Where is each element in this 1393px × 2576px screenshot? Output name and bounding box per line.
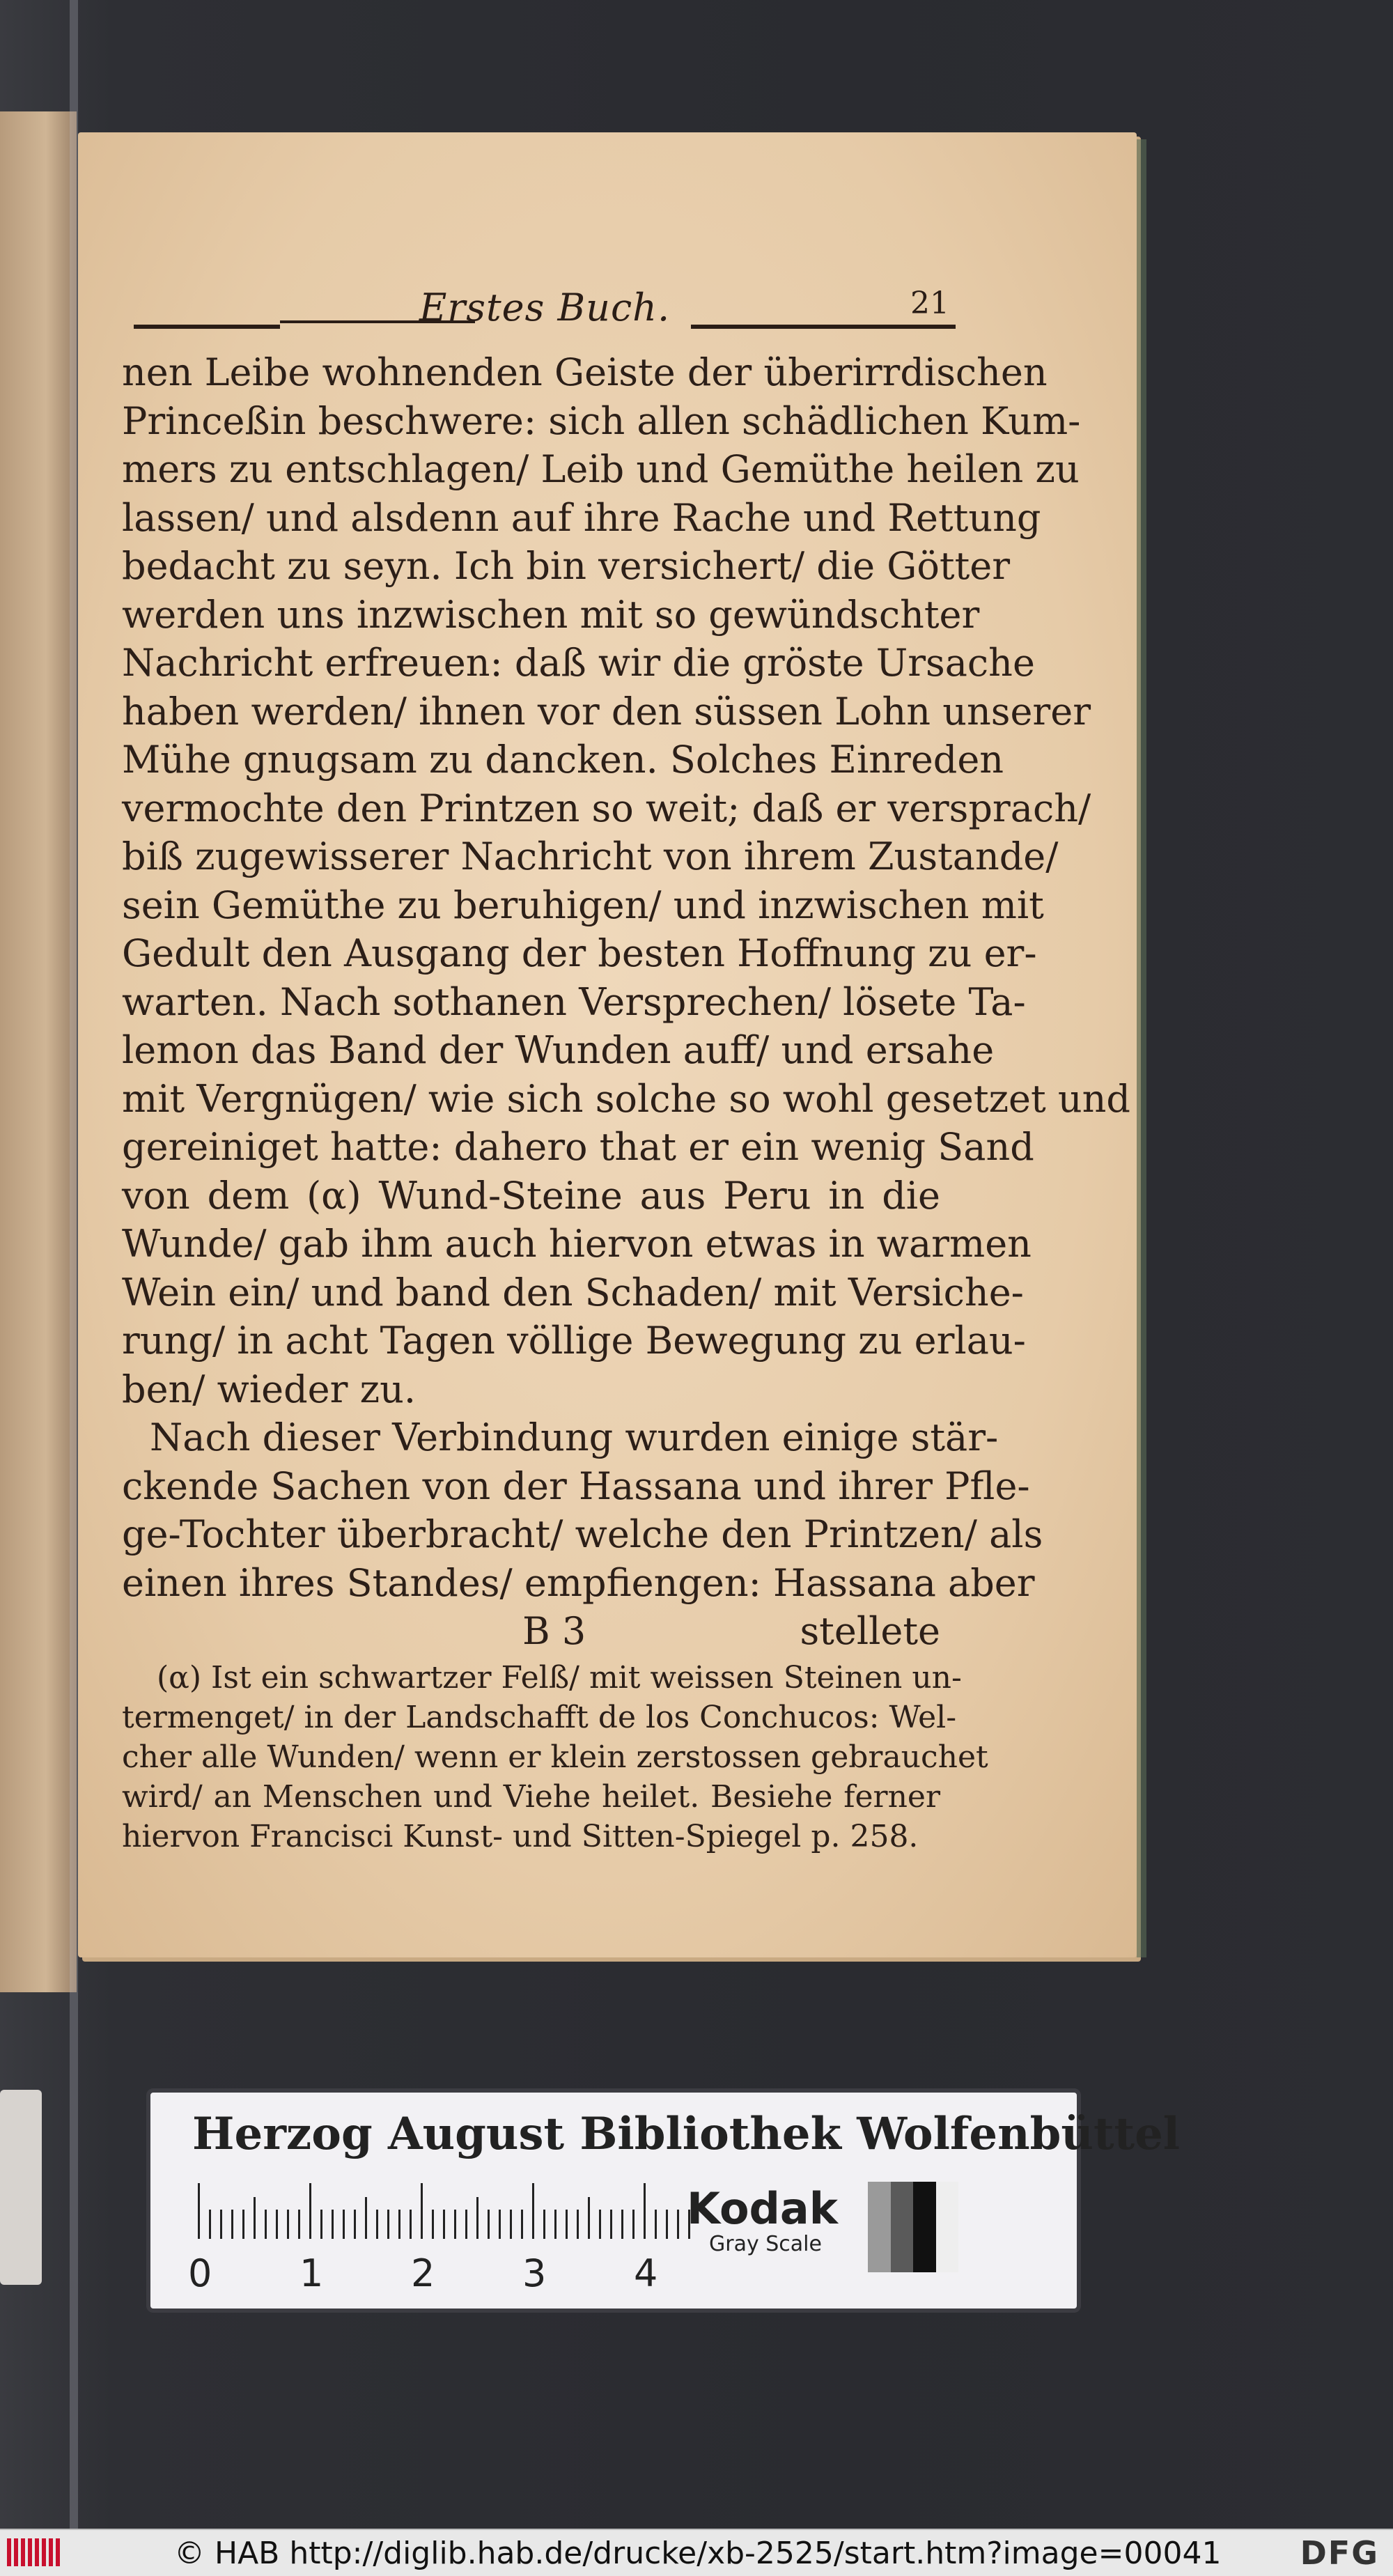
previous-page-edge: [0, 111, 77, 1992]
ruler-tick: [209, 2210, 211, 2239]
ruler-tick: [476, 2197, 478, 2239]
text-line: Wein ein/ und band den Schaden/ mit Versiche-: [122, 1270, 1024, 1314]
ruler-tick: [632, 2210, 635, 2239]
ruler-tick: [421, 2183, 423, 2239]
ruler-tick: [309, 2183, 311, 2239]
head-rule-right: [691, 325, 956, 329]
gray-scale-patch: [868, 2182, 958, 2272]
text-line: Nachricht erfreuen: daß wir die gröste Ursache: [122, 641, 1035, 685]
text-line: sein Gemüthe zu beruhigen/ und inzwischen mit: [122, 883, 1044, 927]
text-line: warten. Nach sothanen Versprechen/ lösete Ta-: [122, 979, 1026, 1024]
footnote-line: termenget/ in der Landschafft de los Conchucos: Wel-: [122, 1700, 957, 1735]
text-line: bedacht zu seyn. Ich bin versichert/ die Götter: [122, 544, 1011, 588]
text-line: mit Vergnügen/ wie sich solche so wohl gesetzet und: [122, 1076, 1130, 1121]
text-line: gereiniget hatte: dahero that er ein wenig Sand: [122, 1125, 1034, 1169]
head-rule-left: [134, 325, 280, 329]
ruler-tick: [387, 2210, 389, 2239]
ruler-tick: [566, 2210, 568, 2239]
ruler-tick: [343, 2210, 345, 2239]
ruler-tick: [599, 2210, 601, 2239]
text-line: ckende Sachen von der Hassana und ihrer Pfle-: [122, 1464, 1030, 1508]
ruler-tick: [454, 2210, 456, 2239]
body-text: [122, 348, 1130, 1656]
ruler-tick: [666, 2210, 668, 2239]
hab-logo-icon: [7, 2538, 63, 2566]
ruler-tick: [354, 2210, 356, 2239]
ruler-tick: [521, 2210, 523, 2239]
copyright-url[interactable]: © HAB http://diglib.hab.de/drucke/xb-2525/start.htm?image=00041: [174, 2536, 1222, 2571]
ruler-tick: [655, 2210, 657, 2239]
ruler-tick: [610, 2210, 612, 2239]
ruler-tick: [499, 2210, 501, 2239]
ruler-tick: [577, 2210, 579, 2239]
text-line: vermochte den Printzen so weit; daß er versprach/: [122, 786, 1091, 830]
ruler-tick: [443, 2210, 445, 2239]
ruler-tick: [287, 2210, 289, 2239]
ruler-tick: [432, 2210, 434, 2239]
text-line: nen Leibe wohnenden Geiste der überirrdischen: [122, 350, 1048, 394]
page-edge-shadow: [1137, 139, 1146, 1957]
ruler-label: 3: [522, 2251, 547, 2295]
library-name: Herzog August Bibliothek Wolfenbüttel: [192, 2108, 1181, 2160]
ruler-tick: [276, 2210, 278, 2239]
text-line: ge-Tochter überbracht/ welche den Printzen/ als: [122, 1512, 1043, 1556]
ruler-tick: [410, 2210, 412, 2239]
text-line: Wunde/ gab ihm auch hiervon etwas in warmen: [122, 1222, 1032, 1266]
glass-plate-edge: [70, 0, 78, 2529]
ruler-label: 2: [411, 2251, 435, 2295]
ruler-tick: [588, 2197, 590, 2239]
ruler-tick: [488, 2210, 490, 2239]
text-line: einen ihres Standes/ empfiengen: Hassana aber: [122, 1560, 1035, 1605]
ruler-tick: [231, 2210, 233, 2239]
text-line: lassen/ und alsdenn auf ihre Rache und Rettung: [122, 495, 1041, 540]
ruler-tick: [320, 2210, 322, 2239]
ruler-tick: [242, 2210, 244, 2239]
text-line: rung/ in acht Tagen völlige Bewegung zu erlau-: [122, 1319, 1026, 1363]
ruler-tick: [332, 2210, 334, 2239]
kodak-logo: Kodak: [687, 2183, 838, 2234]
text-line: biß zugewisserer Nachricht von ihrem Zustande/: [122, 835, 1059, 878]
ruler-tick: [621, 2210, 623, 2239]
ruler-tick: [298, 2210, 300, 2239]
ruler-tick: [365, 2197, 367, 2239]
ruler-tick: [677, 2210, 679, 2239]
ruler-tick: [376, 2210, 378, 2239]
text-line: Nach dieser Verbindung wurden einige stär-: [150, 1415, 999, 1459]
ruler-tick: [220, 2210, 222, 2239]
footnote: [122, 1658, 988, 1856]
page-number: 21: [910, 286, 949, 321]
ruler-labels: [188, 2251, 797, 2295]
ruler-tick: [265, 2210, 267, 2239]
kodak-subtitle: Gray Scale: [709, 2232, 822, 2256]
text-line: lemon das Band der Wunden auff/ und ersahe: [122, 1028, 995, 1072]
ruler-tick: [254, 2197, 256, 2239]
ruler-tick: [543, 2210, 545, 2239]
text-line: mers zu entschlagen/ Leib und Gemüthe heilen zu: [122, 447, 1080, 491]
ruler-label: 0: [188, 2251, 212, 2295]
ruler-tick: [510, 2210, 512, 2239]
text-line: Gedult den Ausgang der besten Hoffnung zu er-: [122, 931, 1037, 975]
ruler-tick: [532, 2183, 534, 2239]
running-head-title: Erstes Buch.: [419, 286, 671, 329]
footnote-line: hiervon Francisci Kunst- und Sitten-Spiegel p. 258.: [122, 1819, 919, 1854]
footnote-line: (α) Ist ein schwartzer Felß/ mit weissen Steinen un-: [157, 1660, 962, 1696]
text-line: Princeßin beschwere: sich allen schädlichen Kum-: [122, 398, 1081, 443]
ruler-tick: [554, 2210, 557, 2239]
signature-mark: B 3: [522, 1609, 586, 1653]
ruler-label: 4: [634, 2251, 658, 2295]
ruler-tick: [198, 2183, 200, 2239]
catchword: stellete: [800, 1609, 940, 1653]
library-target-card: [146, 2088, 1181, 2313]
ruler-label: 1: [299, 2251, 324, 2295]
running-head: [134, 286, 1039, 334]
text-line: von dem (α) Wund-Steine aus Peru in die: [122, 1173, 940, 1218]
footnote-line: wird/ an Menschen und Viehe heilet. Besiehe ferner: [122, 1779, 940, 1815]
ruler-tick: [465, 2210, 467, 2239]
ruler-tick: [398, 2210, 400, 2239]
text-line: werden uns inzwischen mit so gewündschter: [122, 592, 980, 637]
signature-line: [122, 1607, 940, 1656]
text-line: ben/ wieder zu.: [122, 1367, 417, 1411]
previous-page-card-edge: [0, 2090, 42, 2285]
footnote-line: cher alle Wunden/ wenn er klein zerstossen gebrauchet: [122, 1739, 988, 1775]
text-line: Mühe gnugsam zu dancken. Solches Einreden: [122, 738, 1004, 782]
status-footer: [0, 2529, 1393, 2576]
text-line: haben werden/ ihnen vor den süssen Lohn unserer: [122, 689, 1091, 734]
dfg-logo: DFG: [1300, 2534, 1379, 2572]
ruler-tick: [644, 2183, 646, 2239]
